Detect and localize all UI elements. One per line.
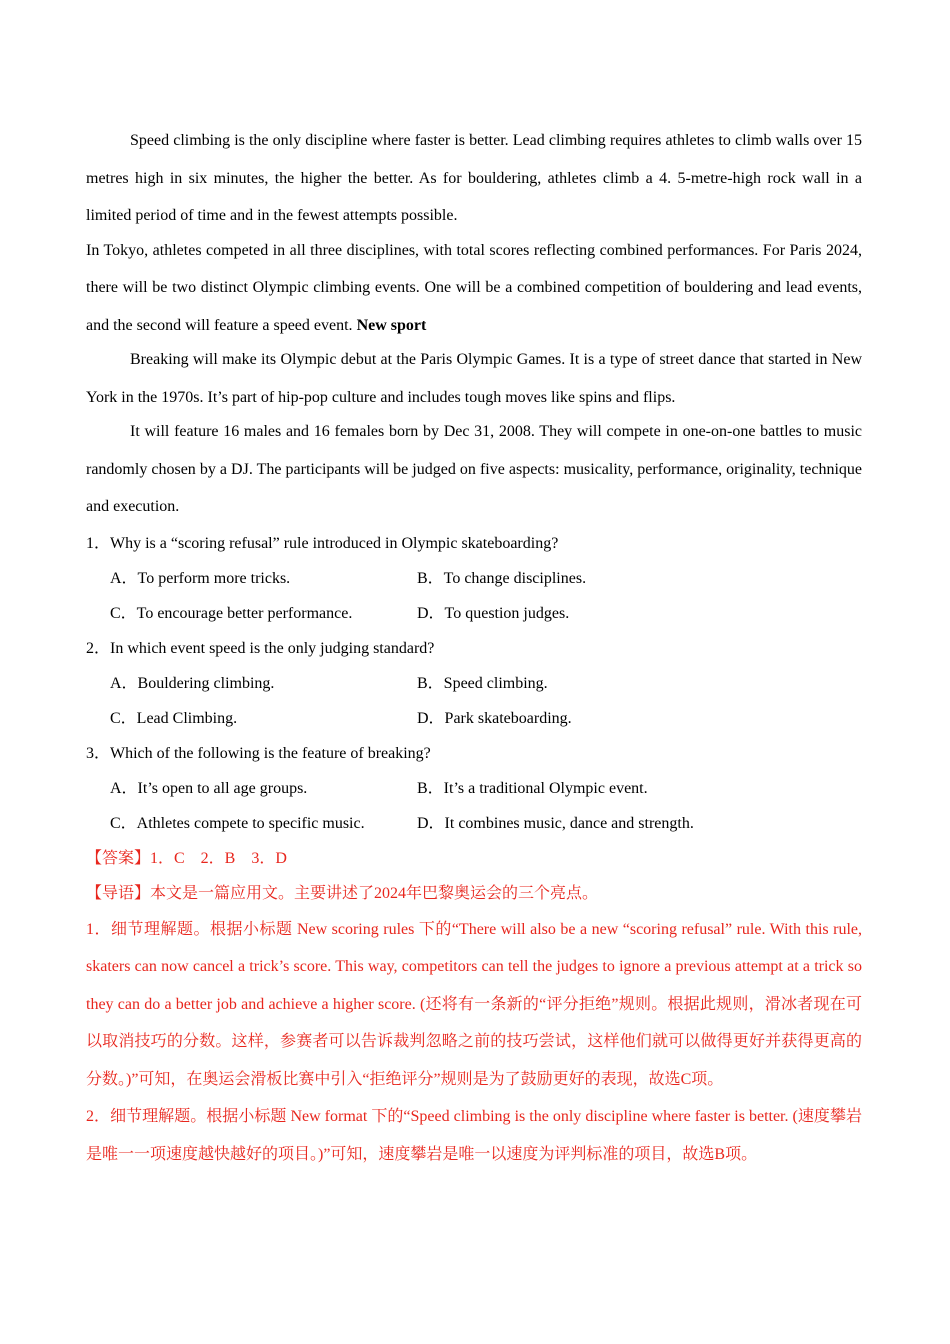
passage-paragraph-1: Speed climbing is the only discipline where faster is better. Lead climbing requires athletes to climb walls over 15 metres high in six minutes, the higher the better. As for bouldering, athletes climb a 4. 5-metre-high rock wall in a limited period of time and in the fewest attempts possible. [86,132,862,224]
option-c: C．Lead Climbing. [110,709,238,727]
question-block-1 [86,526,862,631]
section-heading-new-sport: New sport [356,316,427,334]
option-b: B．It’s a traditional Olympic event. [417,779,648,797]
option-a: A．Bouldering climbing. [110,674,275,692]
option-d: D．It combines music, dance and strength. [417,814,694,832]
explanation-2: 2．细节理解题。根据小标题 New format 下的“Speed climbing is the only discipline where faster is better. (速度攀岩是唯一一项速度越快越好的项目。)”可知，速度攀岩是唯一以速度为评判标准的项目，故选B项。 [86,1108,862,1163]
option-a: A．To perform more tricks. [110,569,291,587]
question-stem: 3．Which of the following is the feature of breaking? [86,744,431,762]
option-a: A．It’s open to all age groups. [110,779,308,797]
option-c: C．Athletes compete to specific music. [110,814,365,832]
option-d: D．Park skateboarding. [417,709,572,727]
explanation-1: 1．细节理解题。根据小标题 New scoring rules 下的“There will also be a new “scoring refusal” rule. With this rule, skaters can now cancel a trick’s score. This way, competitors can tell the judges to ignore a previous attempt at a trick so they can do a better job and achieve a higher score. (还将有一条新的“评分拒绝”规则。根据此规则，滑冰者现在可以取消技巧的分数。这样，参赛者可以告诉裁判忽略之前的技巧尝试，这样他们就可以做得更好并获得更高的分数。)”可知，在奥运会滑板比赛中引入“拒绝评分”规则是为了鼓励更好的表现，故选C项。 [86,920,862,1088]
passage-paragraph-4: It will feature 16 males and 16 females born by Dec 31, 2008. They will compete in one-on-one battles to music randomly chosen by a DJ. The participants will be judged on five aspects: musicality, performance, originality, technique and execution. [86,423,862,515]
answer-key: 【答案】1．C 2．B 3．D [86,849,287,867]
option-b: B．To change disciplines. [417,569,587,587]
option-row [86,561,862,596]
question-block-2 [86,631,862,736]
passage-paragraph-2 [86,232,862,345]
option-row [86,806,862,841]
passage-paragraph-2-text: In Tokyo, athletes competed in all three disciplines, with total scores reflecting combined performances. For Paris 2024, there will be two distinct Olympic climbing events. One will be a combined competition of bouldering and lead events, and the second will feature a speed event. [86,241,862,334]
guide-summary: 【导语】本文是一篇应用文。主要讲述了2024年巴黎奥运会的三个亮点。 [86,884,599,902]
option-row [86,771,862,806]
option-d: D．To question judges. [417,604,570,622]
document-page [86,122,862,1173]
option-row [86,596,862,631]
question-block-3 [86,736,862,841]
option-row [86,701,862,736]
option-b: B．Speed climbing. [417,674,548,692]
question-stem: 2．In which event speed is the only judging standard? [86,639,435,657]
passage-paragraph-3: Breaking will make its Olympic debut at the Paris Olympic Games. It is a type of street dance that started in New York in the 1970s. It’s part of hip-pop culture and includes tough moves like spins and flips. [86,351,862,406]
option-row [86,666,862,701]
option-c: C．To encourage better performance. [110,604,353,622]
question-stem: 1．Why is a “scoring refusal” rule introduced in Olympic skateboarding? [86,534,559,552]
